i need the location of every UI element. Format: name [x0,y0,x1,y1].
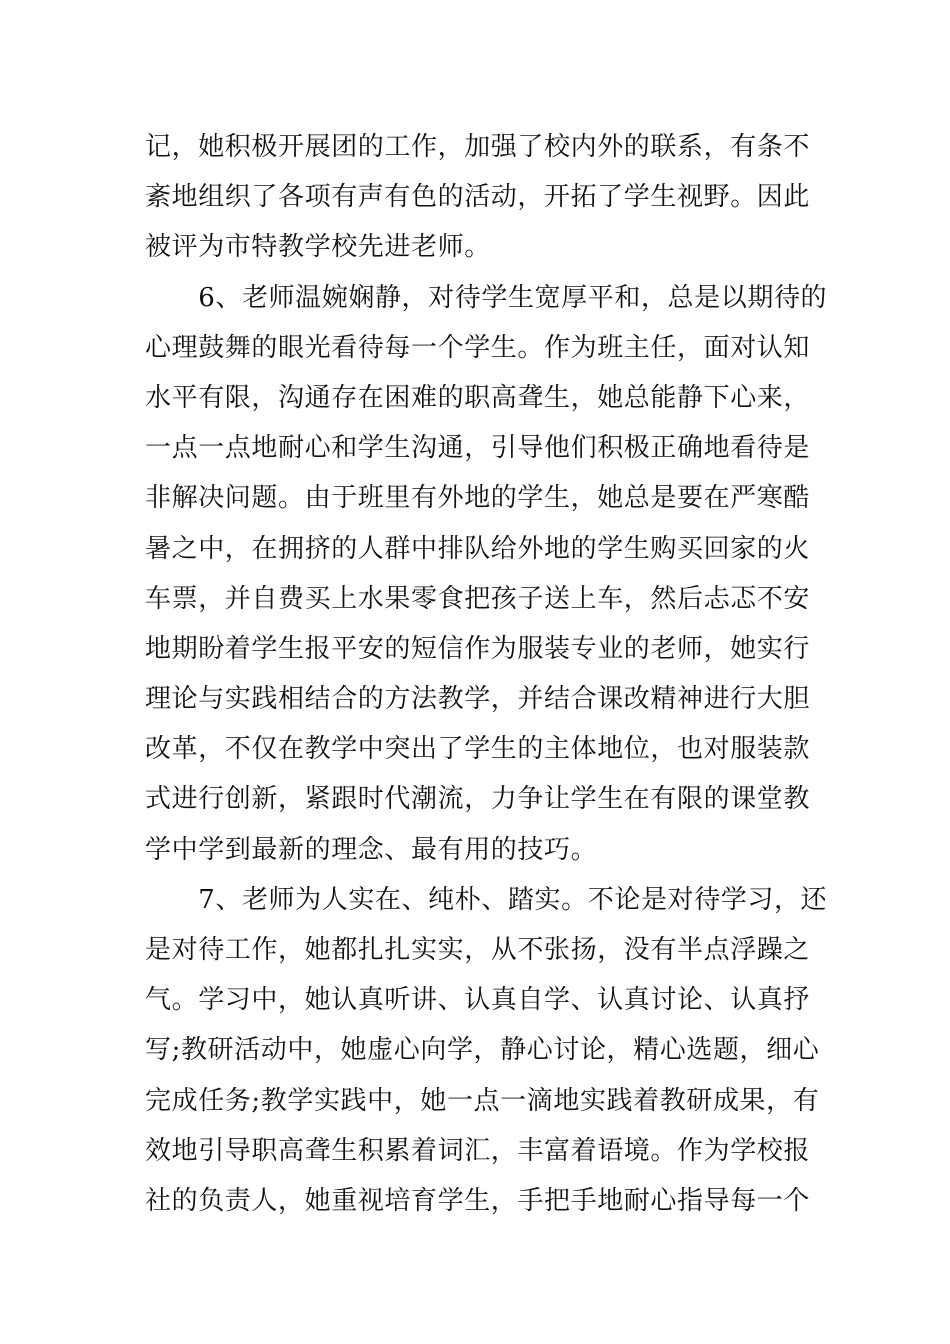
text-line: 写;教研活动中，她虚心向学，静心讨论，精心选题，细心 [145,1035,820,1066]
text-line: 完成任务;教学实践中，她一点一滴地实践着教研成果，有 [145,1085,820,1116]
paragraph-6-start: 6、老师温婉娴静，对待学生宽厚平和，总是以期待的 [145,282,828,313]
text-line: 是对待工作，她都扎扎实实，从不张扬，没有半点浮躁之 [145,935,811,965]
text-line: 学中学到最新的理念、最有用的技巧。 [145,834,598,865]
text-line: 非解决问题。由于班里有外地的学生，她总是要在严寒酷 [145,483,811,514]
text-line: 暑之中，在拥挤的人群中排队给外地的学生购买回家的火 [145,533,811,564]
text-line: 地期盼着学生报平安的短信作为服装专业的老师，她实行 [145,633,811,664]
text-line: 社的负责人，她重视培育学生，手把手地耐心指导每一个 [145,1185,811,1216]
text-line: 记，她积极开展团的工作，加强了校内外的联系，有条不 [145,132,811,162]
text-line: 效地引导职高聋生积累着词汇，丰富着语境。作为学校报 [145,1135,811,1166]
text-line: 理论与实践相结合的方法教学，并结合课改精神进行大胆 [145,684,811,715]
text-line: 心理鼓舞的眼光看待每一个学生。作为班主任，面对认知 [145,332,811,363]
text-line: 车票，并自费买上水果零食把孩子送上车，然后忐忑不安 [145,583,811,614]
text-line: 式进行创新，紧跟时代潮流，力争让学生在有限的课堂教 [145,784,811,815]
text-line: 被评为市特教学校先进老师。 [145,232,491,263]
text-line: 气。学习中，她认真听讲、认真自学、认真讨论、认真抒 [145,985,811,1016]
text-line: 一点一点地耐心和学生沟通，引导他们积极正确地看待是 [145,433,811,464]
text-line: 水平有限，沟通存在困难的职高聋生，她总能静下心来， [145,382,811,413]
document-body [145,122,828,1226]
text-line: 改革，不仅在教学中突出了学生的主体地位，也对服装款 [145,734,811,765]
paragraph-7-start: 7、老师为人实在、纯朴、踏实。不论是对待学习，还 [145,884,828,915]
text-line: 紊地组织了各项有声有色的活动，开拓了学生视野。因此 [145,182,811,213]
